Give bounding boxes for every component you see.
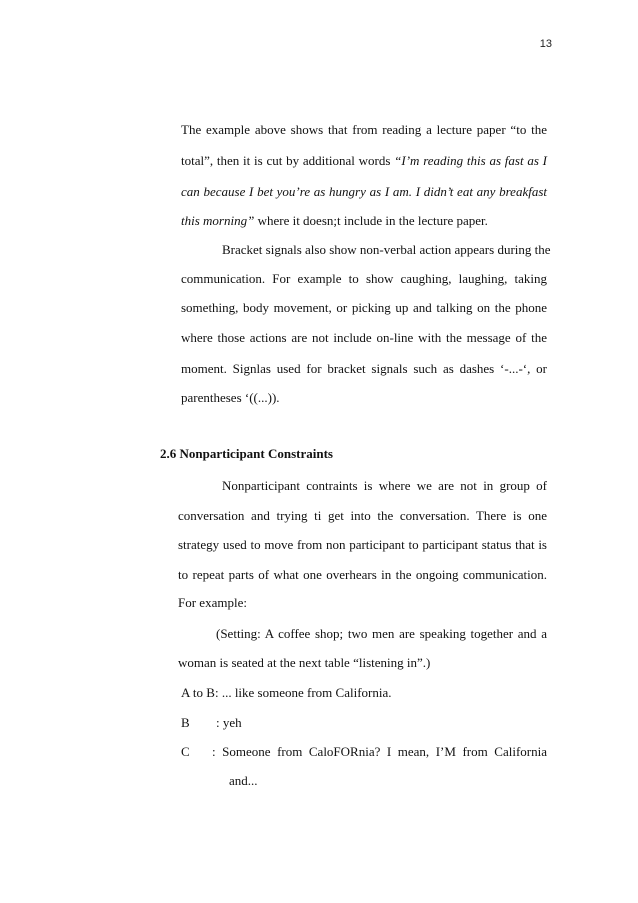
para1-line1: The example above shows that from reading a lecture paper “to the [181, 122, 547, 137]
para2-line5: moment. Signlas used for bracket signals such as dashes ‘-...-‘, or [181, 361, 547, 376]
para1-line2 [181, 153, 547, 169]
dialogue-text-c-cont: and... [229, 773, 258, 788]
quote-italic-1: “I’m reading this as fast as I [394, 153, 547, 168]
para1-line3 [181, 184, 547, 200]
para4-line1: (Setting: A coffee shop; two men are speaking together and a [216, 626, 547, 641]
section-title: Nonparticipant Constraints [179, 446, 333, 461]
para2-line3: something, body movement, or picking up and talking on the phone [181, 300, 547, 315]
page-number: 13 [539, 38, 552, 50]
para4-line2: woman is seated at the next table “listening in”.) [178, 655, 431, 670]
para2-line1: Bracket signals also show non-verbal action appears during the [222, 242, 551, 257]
para3-line1: Nonparticipant contraints is where we are not in group of [222, 478, 547, 493]
dialogue-text-c: : Someone from CaloFORnia? I mean, I’M from California [212, 744, 547, 759]
para3-line4: to repeat parts of what one overhears in the ongoing communication. [178, 567, 547, 582]
para3-line5: For example: [178, 595, 247, 610]
quote-italic-2: can because I bet you’re as hungry as I am. I didn’t eat any breakfast [181, 184, 547, 199]
section-number: 2.6 [160, 446, 177, 461]
dialogue-speaker-b: B [181, 715, 190, 730]
para2-line4: where those actions are not include on-line with the message of the [181, 330, 547, 345]
para1-line4-text: where it doesn;t include in the lecture paper. [254, 213, 488, 228]
quote-italic-3: this morning” [181, 213, 255, 228]
para3-line2: conversation and trying ti get into the conversation. There is one [178, 508, 547, 523]
para1-line4 [181, 213, 547, 229]
para2-line2: communication. For example to show caughing, laughing, taking [181, 271, 547, 286]
dialogue-line-a: A to B: ... like someone from California. [181, 685, 392, 700]
section-heading [160, 446, 333, 462]
para3-line3: strategy used to move from non participant to participant status that is [178, 537, 547, 552]
dialogue-speaker-c: C [181, 744, 190, 759]
para2-line6: parentheses ‘((...)). [181, 390, 280, 405]
dialogue-text-b: : yeh [216, 715, 242, 730]
para1-line2-text: total”, then it is cut by additional words [181, 153, 395, 168]
